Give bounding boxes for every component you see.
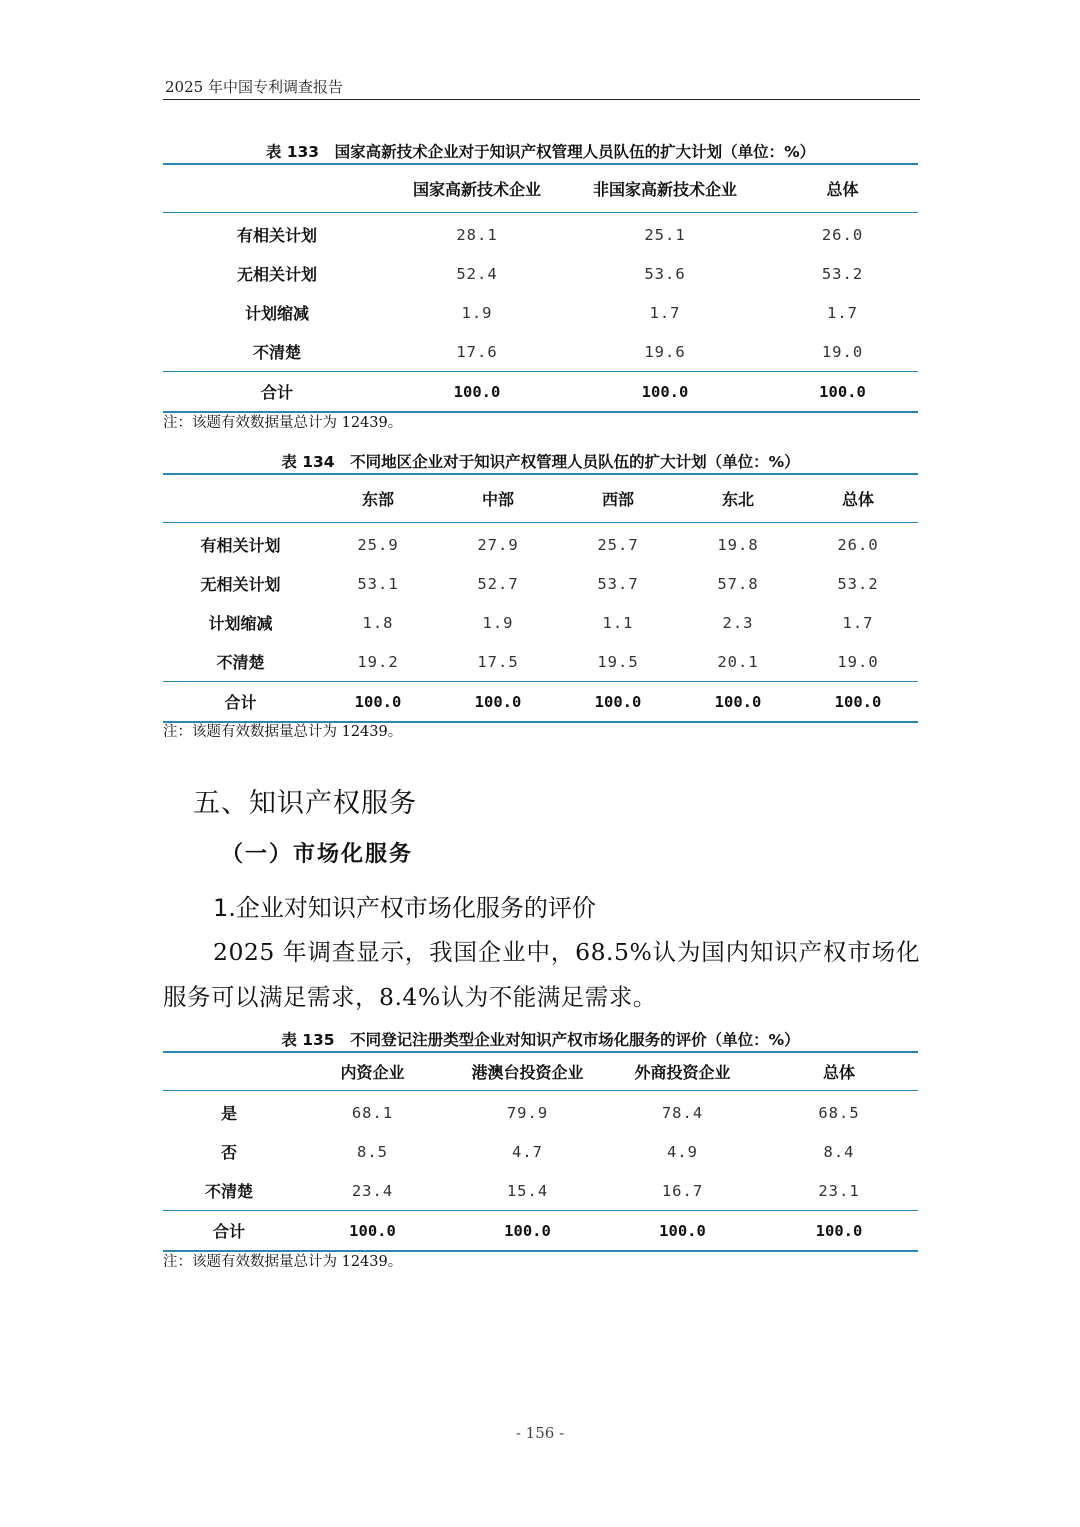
table-cell: 100.0	[819, 382, 866, 401]
table-cell: 1.1	[602, 613, 634, 632]
table-row	[163, 1093, 918, 1132]
column-header: 非国家高新技术企业	[592, 180, 737, 199]
table-row	[163, 642, 918, 681]
table-row	[163, 332, 918, 371]
table-row	[163, 293, 918, 332]
column-header: 内资企业	[340, 1063, 405, 1082]
table-135-note: 注：该题有效数据量总计为 12439。	[163, 1254, 403, 1270]
table-cell: 26.0	[837, 535, 879, 554]
table-134	[163, 473, 918, 723]
table-cell: 100.0	[641, 382, 689, 401]
table-header-row	[163, 475, 918, 522]
header-rule	[163, 99, 920, 100]
row-label: 合计	[260, 383, 293, 402]
row-label: 有相关计划	[200, 536, 281, 555]
table-total-row	[163, 682, 918, 721]
table-cell: 16.7	[661, 1181, 704, 1200]
table-cell: 17.5	[477, 652, 519, 671]
table-cell: 25.1	[644, 225, 686, 244]
table-134-note: 注：该题有效数据量总计为 12439。	[163, 724, 403, 740]
table-cell: 20.1	[717, 652, 759, 671]
table-cell: 100.0	[354, 692, 402, 711]
column-header: 总体	[822, 1063, 855, 1082]
table-cell: 52.4	[456, 264, 498, 283]
table-cell: 19.0	[821, 342, 864, 361]
table-cell: 1.7	[649, 303, 681, 322]
table-cell: 8.4	[823, 1142, 855, 1161]
row-label: 有相关计划	[236, 226, 317, 245]
table-133-note: 注：该题有效数据量总计为 12439。	[163, 415, 403, 431]
table-cell: 100.0	[815, 1221, 863, 1240]
table-135	[163, 1051, 918, 1252]
column-header: 东部	[361, 490, 394, 509]
column-header: 国家高新技术企业	[412, 180, 541, 199]
table-header-row	[163, 165, 918, 212]
table-cell: 68.1	[351, 1103, 394, 1122]
column-header: 东北	[721, 490, 754, 509]
table-cell: 100.0	[349, 1221, 396, 1240]
row-label: 不清楚	[216, 653, 265, 672]
table-cell: 68.5	[818, 1103, 860, 1122]
column-header: 中部	[481, 490, 514, 509]
table-row	[163, 564, 918, 603]
table-cell: 25.7	[597, 535, 639, 554]
table-134-caption: 表 134 不同地区企业对于知识产权管理人员队伍的扩大计划（单位：%）	[281, 453, 800, 471]
table-cell: 4.9	[667, 1142, 698, 1161]
row-label: 无相关计划	[236, 265, 317, 284]
table-cell: 100.0	[453, 382, 501, 401]
table-total-row	[163, 372, 918, 411]
table-cell: 1.8	[362, 613, 394, 632]
row-label: 合计	[224, 693, 257, 712]
table-cell: 19.2	[357, 652, 399, 671]
row-label: 计划缩减	[208, 614, 273, 633]
table-cell: 26.0	[821, 225, 864, 244]
table-cell: 53.1	[357, 574, 399, 593]
subsection-heading: （一）市场化服务	[221, 842, 414, 867]
table-cell: 100.0	[594, 692, 642, 711]
row-label: 否	[220, 1143, 237, 1162]
table-cell: 1.7	[842, 613, 874, 632]
table-133-caption: 表 133 国家高新技术企业对于知识产权管理人员队伍的扩大计划（单位：%）	[265, 143, 816, 161]
column-header: 外商投资企业	[634, 1063, 731, 1082]
table-cell: 1.9	[482, 613, 514, 632]
table-cell: 100.0	[504, 1221, 551, 1240]
table-cell: 23.1	[818, 1181, 860, 1200]
table-cell: 25.9	[357, 535, 399, 554]
table-cell: 19.6	[644, 342, 686, 361]
table-cell: 79.9	[506, 1103, 549, 1122]
table-row	[163, 603, 918, 642]
column-header: 总体	[841, 490, 874, 509]
table-cell: 57.8	[717, 574, 759, 593]
table-cell: 17.6	[456, 342, 498, 361]
table-cell: 100.0	[474, 692, 522, 711]
table-cell: 19.8	[717, 535, 759, 554]
table-row	[163, 1171, 918, 1210]
table-cell: 100.0	[714, 692, 762, 711]
table-total-row	[163, 1211, 918, 1250]
table-cell: 1.9	[461, 303, 493, 322]
row-label: 合计	[212, 1222, 245, 1241]
table-row	[163, 1132, 918, 1171]
table-cell: 100.0	[834, 692, 882, 711]
table-header-row	[163, 1053, 918, 1090]
table-cell: 2.3	[722, 613, 754, 632]
table-row	[163, 525, 918, 564]
section-heading: 五、知识产权服务	[193, 788, 417, 819]
running-header: 2025 年中国专利调查报告	[165, 78, 343, 96]
table-cell: 19.0	[837, 652, 879, 671]
table-cell: 52.7	[477, 574, 519, 593]
table-cell: 100.0	[659, 1221, 706, 1240]
table-cell: 53.6	[644, 264, 686, 283]
table-cell: 53.2	[837, 574, 879, 593]
table-133	[163, 163, 918, 413]
table-row	[163, 215, 918, 254]
table-cell: 78.4	[661, 1103, 704, 1122]
table-cell: 53.2	[821, 264, 864, 283]
column-header: 西部	[601, 490, 634, 509]
table-row	[163, 254, 918, 293]
row-label: 不清楚	[204, 1182, 253, 1201]
column-header: 总体	[826, 180, 859, 199]
row-label: 不清楚	[252, 343, 301, 362]
row-label: 无相关计划	[200, 575, 281, 594]
table-cell: 23.4	[351, 1181, 394, 1200]
page-number: - 156 -	[515, 1424, 565, 1442]
table-cell: 28.1	[456, 225, 498, 244]
body-paragraph: 2025 年调查显示，我国企业中，68.5%认为国内知识产权市场化服务可以满足需求，8.4%认为不能满足需求。	[163, 938, 920, 1011]
table-cell: 8.5	[357, 1142, 388, 1161]
table-cell: 53.7	[597, 574, 639, 593]
table-cell: 4.7	[512, 1142, 543, 1161]
table-cell: 15.4	[506, 1181, 549, 1200]
row-label: 是	[220, 1104, 237, 1123]
row-label: 计划缩减	[244, 304, 309, 323]
table-cell: 27.9	[477, 535, 519, 554]
column-header: 港澳台投资企业	[471, 1063, 584, 1082]
topic-heading: 1.企业对知识产权市场化服务的评价	[213, 894, 596, 922]
table-cell: 19.5	[597, 652, 639, 671]
table-cell: 1.7	[827, 303, 858, 322]
table-135-caption: 表 135 不同登记注册类型企业对知识产权市场化服务的评价（单位：%）	[281, 1031, 800, 1049]
